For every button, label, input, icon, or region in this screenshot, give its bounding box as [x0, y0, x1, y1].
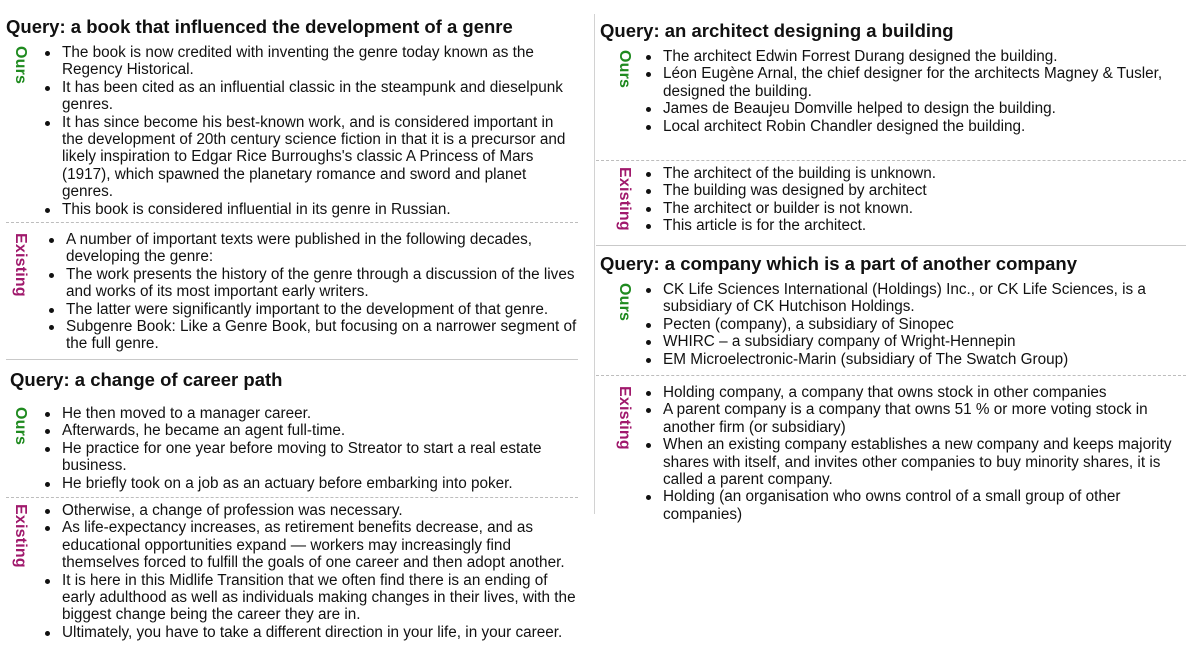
list-item: It is here in this Midlife Transition that we often find there is an ending of early adulthood as well as individuals making changes in their lives, with the biggest change being the career they are in. — [62, 572, 578, 624]
list-item: It has since become his best-known work, and is considered important in the development of 20th century science fiction in that it is a precursor and likely inspiration to Edgar Rice Burroughs's classic A Princess of Mars (1917), which spawned the planetary romance and sword and planet genres. — [62, 114, 578, 201]
list-item: The architect Edwin Forrest Durang designed the building. — [663, 48, 1186, 65]
list-item: Ultimately, you have to take a different direction in your life, in your career. — [62, 624, 578, 641]
existing-section-career-path — [6, 502, 578, 648]
right-column — [596, 0, 1186, 534]
ours-label: Ours — [616, 50, 633, 89]
existing-list-architect-building — [596, 165, 1186, 235]
list-item: The building was designed by architect — [663, 182, 1186, 199]
list-item: When an existing company establishes a new company and keeps majority shares with itself, and invites other companies to buy minority shares, it is called a parent company. — [663, 436, 1186, 488]
ours-section-company-part — [596, 281, 1186, 376]
list-item: A parent company is a company that owns 51 % or more voting stock in another firm (or subsidiary) — [663, 401, 1186, 436]
ours-section-career-path — [6, 405, 578, 498]
list-item: He briefly took on a job as an actuary before embarking into poker. — [62, 475, 578, 492]
existing-section-company-part — [596, 384, 1186, 534]
list-item: As life-expectancy increases, as retirement benefits decrease, and as educational opportunities expand — workers may increasingly find themselves forced to fulfill the goals of one career and then adopt another. — [62, 519, 578, 571]
ours-label: Ours — [12, 407, 29, 446]
list-item: The work presents the history of the genre through a discussion of the lives and works of its most important early writers. — [66, 266, 578, 301]
list-item: The architect or builder is not known. — [663, 200, 1186, 217]
list-item: Afterwards, he became an agent full-time. — [62, 422, 578, 439]
query-title-book-genre: Query: a book that influenced the development of a genre — [6, 16, 513, 37]
list-item: The latter were significantly important to the development of that genre. — [66, 301, 578, 318]
list-item: A number of important texts were published in the following decades, developing the genre: — [66, 231, 578, 266]
list-item: WHIRC – a subsidiary company of Wright-Hennepin — [663, 333, 1186, 350]
existing-section-book-genre — [6, 231, 578, 360]
ours-label: Ours — [12, 46, 29, 85]
ours-list-architect-building — [596, 48, 1186, 135]
existing-list-career-path — [6, 502, 578, 641]
list-item: The architect of the building is unknown. — [663, 165, 1186, 182]
list-item: Pecten (company), a subsidiary of Sinopec — [663, 316, 1186, 333]
list-item: He practice for one year before moving to Streator to start a real estate business. — [62, 440, 578, 475]
list-item: James de Beaujeu Domville helped to design the building. — [663, 100, 1186, 117]
list-item: It has been cited as an influential classic in the steampunk and dieselpunk genres. — [62, 79, 578, 114]
ours-list-book-genre — [6, 44, 578, 218]
list-item: Holding (an organisation who owns control of a small group of other companies) — [663, 488, 1186, 523]
existing-list-book-genre — [6, 231, 578, 353]
ours-section-book-genre — [6, 44, 578, 223]
ours-list-company-part — [596, 281, 1186, 368]
list-item: This book is considered influential in its genre in Russian. — [62, 201, 578, 218]
ours-label: Ours — [616, 283, 633, 322]
list-item: CK Life Sciences International (Holdings) Inc., or CK Life Sciences, is a subsidiary of CK Hutchison Holdings. — [663, 281, 1186, 316]
list-item: Subgenre Book: Like a Genre Book, but focusing on a narrower segment of the full genre. — [66, 318, 577, 353]
query-title-architect-building: Query: an architect designing a building — [600, 20, 954, 41]
column-divider — [594, 14, 595, 514]
list-item: He then moved to a manager career. — [62, 405, 578, 422]
query-title-company-part: Query: a company which is a part of another company — [600, 253, 1077, 274]
existing-label: Existing — [12, 504, 29, 568]
existing-list-company-part — [596, 384, 1186, 523]
list-item: EM Microelectronic-Marin (subsidiary of The Swatch Group) — [663, 351, 1186, 368]
existing-label: Existing — [12, 233, 29, 297]
left-column — [6, 0, 578, 648]
list-item: This article is for the architect. — [663, 217, 1186, 234]
existing-label: Existing — [616, 167, 633, 231]
existing-section-architect-building — [596, 165, 1186, 246]
list-item: Otherwise, a change of profession was necessary. — [62, 502, 578, 519]
ours-list-career-path — [6, 405, 578, 492]
list-item: The book is now credited with inventing the genre today known as the Regency Historical. — [62, 44, 578, 79]
list-item: Local architect Robin Chandler designed the building. — [663, 118, 1186, 135]
existing-label: Existing — [616, 386, 633, 450]
list-item: Léon Eugène Arnal, the chief designer for the architects Magney & Tusler, designed the building. — [663, 65, 1186, 100]
query-title-career-path: Query: a change of career path — [10, 369, 283, 390]
ours-section-architect-building — [596, 48, 1186, 161]
list-item: Holding company, a company that owns stock in other companies — [663, 384, 1186, 401]
